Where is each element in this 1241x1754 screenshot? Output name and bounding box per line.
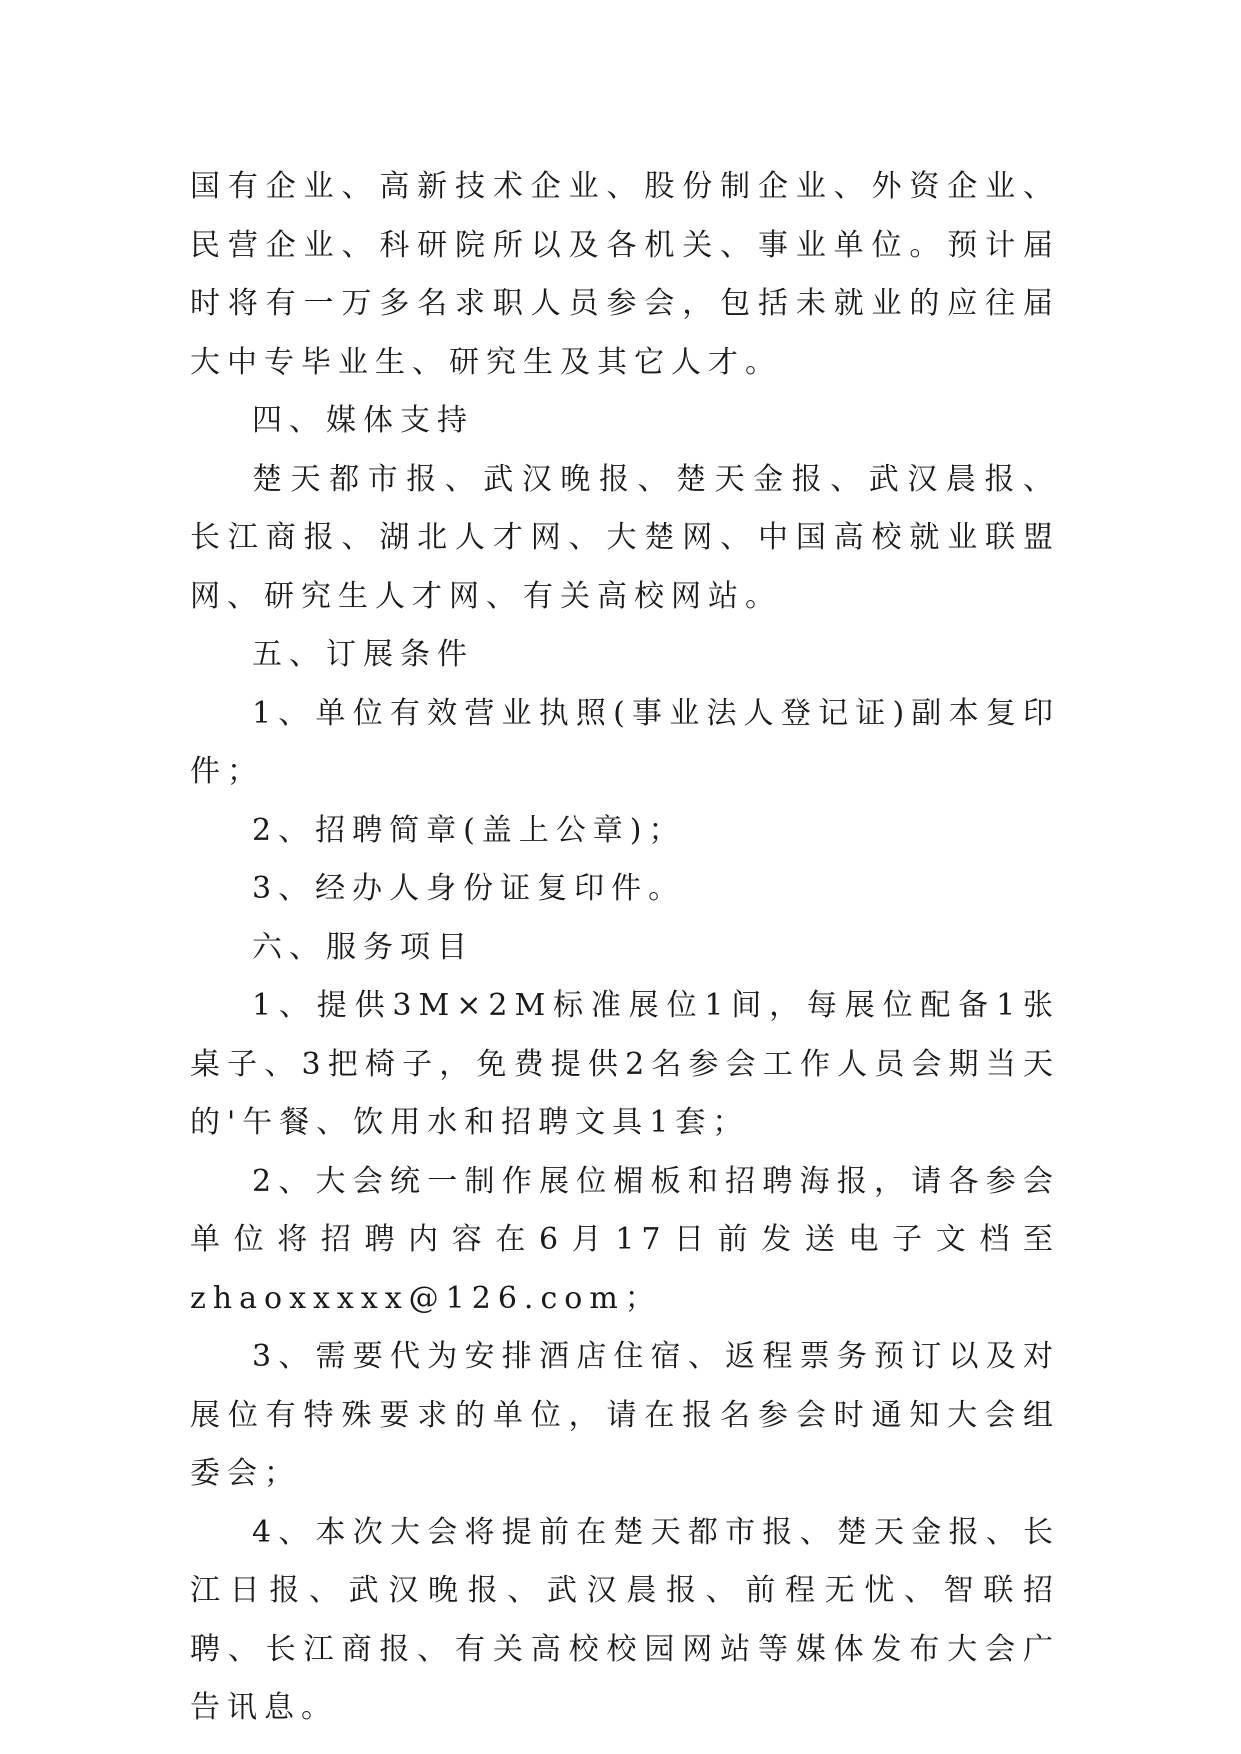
list-item-service-1: 1、提供3M×2M标准展位1间，每展位配备1张桌子、3把椅子，免费提供2名参会工作人员会期当天的'午餐、饮用水和招聘文具1套； [190,988,1060,1140]
heading-booking-conditions: 五、订展条件 [252,637,474,672]
list-item-service-2: 2、大会统一制作展位楣板和招聘海报，请各参会单位将招聘内容在6月17日前发送电子文档至zhaoxxxxx@126.com； [190,1163,1060,1316]
list-item-service-3: 3、需要代为安排酒店住宿、返程票务预订以及对展位有特殊要求的单位，请在报名参会时通知大会组委会； [190,1339,1060,1491]
paragraph-media-list: 楚天都市报、武汉晚报、楚天金报、武汉晨报、长江商报、湖北人才网、大楚网、中国高校就业联盟网、研究生人才网、有关高校网站。 [190,461,1060,614]
document-body [190,158,1060,1738]
paragraph-participants: 国有企业、高新技术企业、股份制企业、外资企业、民营企业、科研院所以及各机关、事业单位。预计届时将有一万多名求职人员参会，包括未就业的应往届大中专毕业生、研究生及其它人才。 [190,169,1060,380]
list-item-service-4: 4、本次大会将提前在楚天都市报、楚天金报、长江日报、武汉晚报、武汉晨报、前程无忧、智联招聘、长江商报、有关高校校园网站等媒体发布大会广告讯息。 [190,1514,1060,1725]
list-item-condition-3: 3、经办人身份证复印件。 [252,871,686,906]
heading-service-items: 六、服务项目 [252,929,474,965]
list-item-condition-1: 1、单位有效营业执照(事业法人登记证)副本复印件； [190,695,1060,789]
list-item-condition-2: 2、招聘简章(盖上公章)； [252,812,686,848]
heading-media-support: 四、媒体支持 [252,403,474,438]
